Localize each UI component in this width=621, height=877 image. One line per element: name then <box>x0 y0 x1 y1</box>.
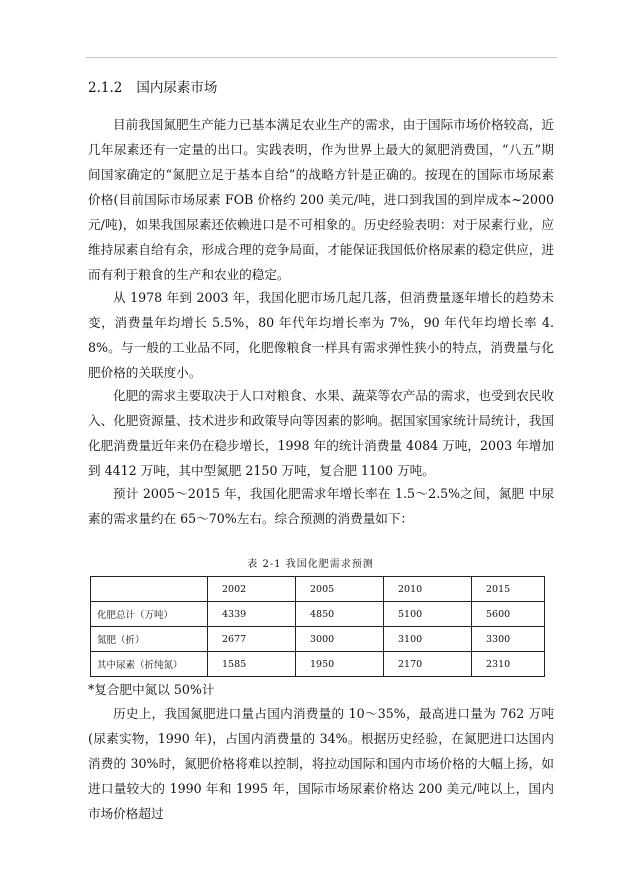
table-cell: 3300 <box>472 627 545 652</box>
table-row-label: 氮肥（折） <box>91 627 208 652</box>
fertilizer-demand-table <box>90 576 545 677</box>
table-row-label: 其中尿素（折纯氮） <box>91 652 208 677</box>
table-header-cell: 2010 <box>384 577 472 602</box>
table-header-cell <box>91 577 208 602</box>
table-cell: 5600 <box>472 602 545 627</box>
table-cell: 4339 <box>208 602 296 627</box>
table-cell: 4850 <box>296 602 384 627</box>
table-cell: 1950 <box>296 652 384 677</box>
table-row <box>91 652 545 677</box>
table-cell: 2677 <box>208 627 296 652</box>
table-row-label: 化肥总计（万吨） <box>91 602 208 627</box>
table-cell: 5100 <box>384 602 472 627</box>
section-heading <box>88 76 217 96</box>
table-cell: 2310 <box>472 652 545 677</box>
section-title: 国内尿素市场 <box>136 80 218 96</box>
table-header-cell: 2015 <box>472 577 545 602</box>
table-header-cell: 2002 <box>208 577 296 602</box>
paragraph-forecast: 预计 2005～2015 年，我国化肥需求年增长率在 1.5～2.5%之间，氮肥 中尿素的需求量约在 65～70%左右。综合预测的消费量如下： <box>88 486 554 526</box>
table-caption: 表 2-1 我国化肥需求预测 <box>247 559 374 570</box>
paragraph-demand-factors: 化肥的需求主要取决于人口对粮食、水果、蔬菜等农产品的需求，也受到农民收入、化肥资源量、技术进步和政策导向等因素的影响。据国家国家统计局统计，我国化肥消费量近年来仍在稳步增长，1998 年的统计消费量 4084 万吨，2003 年增加到 4412 万吨，其中型氮肥 2150 万吨，复合肥 1100 万吨。 <box>88 388 554 478</box>
table-cell: 3100 <box>384 627 472 652</box>
table-cell: 3000 <box>296 627 384 652</box>
table-row <box>91 627 545 652</box>
table-header-cell: 2005 <box>296 577 384 602</box>
header-rule <box>86 57 557 58</box>
table-header-row <box>91 577 545 602</box>
paragraph-self-sufficiency: 目前我国氮肥生产能力已基本满足农业生产的需求，由于国际市场价格较高，近几年尿素还有一定量的出口。实践表明，作为世界上最大的氮肥消费国，“八五”期间国家确定的“氮肥立足于基本自给”的战略方针是正确的。按现在的国际市场尿素价格(目前国际市场尿素 FOB 价格约 200 美元/吨，进口到我国的到岸成本~2000 元/吨)，如果我国尿素还依赖进口是不可相象的。历史经验表明：对于尿素行业，应维持尿素自给有余，形成合理的竞争局面，才能保证我国低价格尿素的稳定供应，进而有利于粮食的生产和农业的稳定。 <box>88 117 554 282</box>
table-footnote: *复合肥中氮以 50%计 <box>88 682 215 697</box>
table-cell: 2170 <box>384 652 472 677</box>
table-cell: 1585 <box>208 652 296 677</box>
paragraph-import-history: 历史上，我国氮肥进口量占国内消费量的 10～35%，最高进口量为 762 万吨(尿素实物，1990 年)，占国内消费量的 34%。根据历史经验，在氮肥进口达国内消费的 30%时，氮肥价格将难以控制，将拉动国际和国内市场价格的大幅上扬，如进口量较大的 1990 年和 1995 年，国际市场尿素价格达 200 美元/吨以上，国内市场价格超过 <box>88 706 554 821</box>
section-number: 2.1.2 <box>88 80 123 96</box>
table-row <box>91 602 545 627</box>
paragraph-consumption-growth: 从 1978 年到 2003 年，我国化肥市场几起几落，但消费量逐年增长的趋势未变，消费量年均增长 5.5%，80 年代年均增长率为 7%，90 年代年均增长率 4.8%。与一般的工业品不同，化肥像粮食一样具有需求弹性狭小的特点，消费量与化肥价格的关联度小。 <box>88 290 554 380</box>
